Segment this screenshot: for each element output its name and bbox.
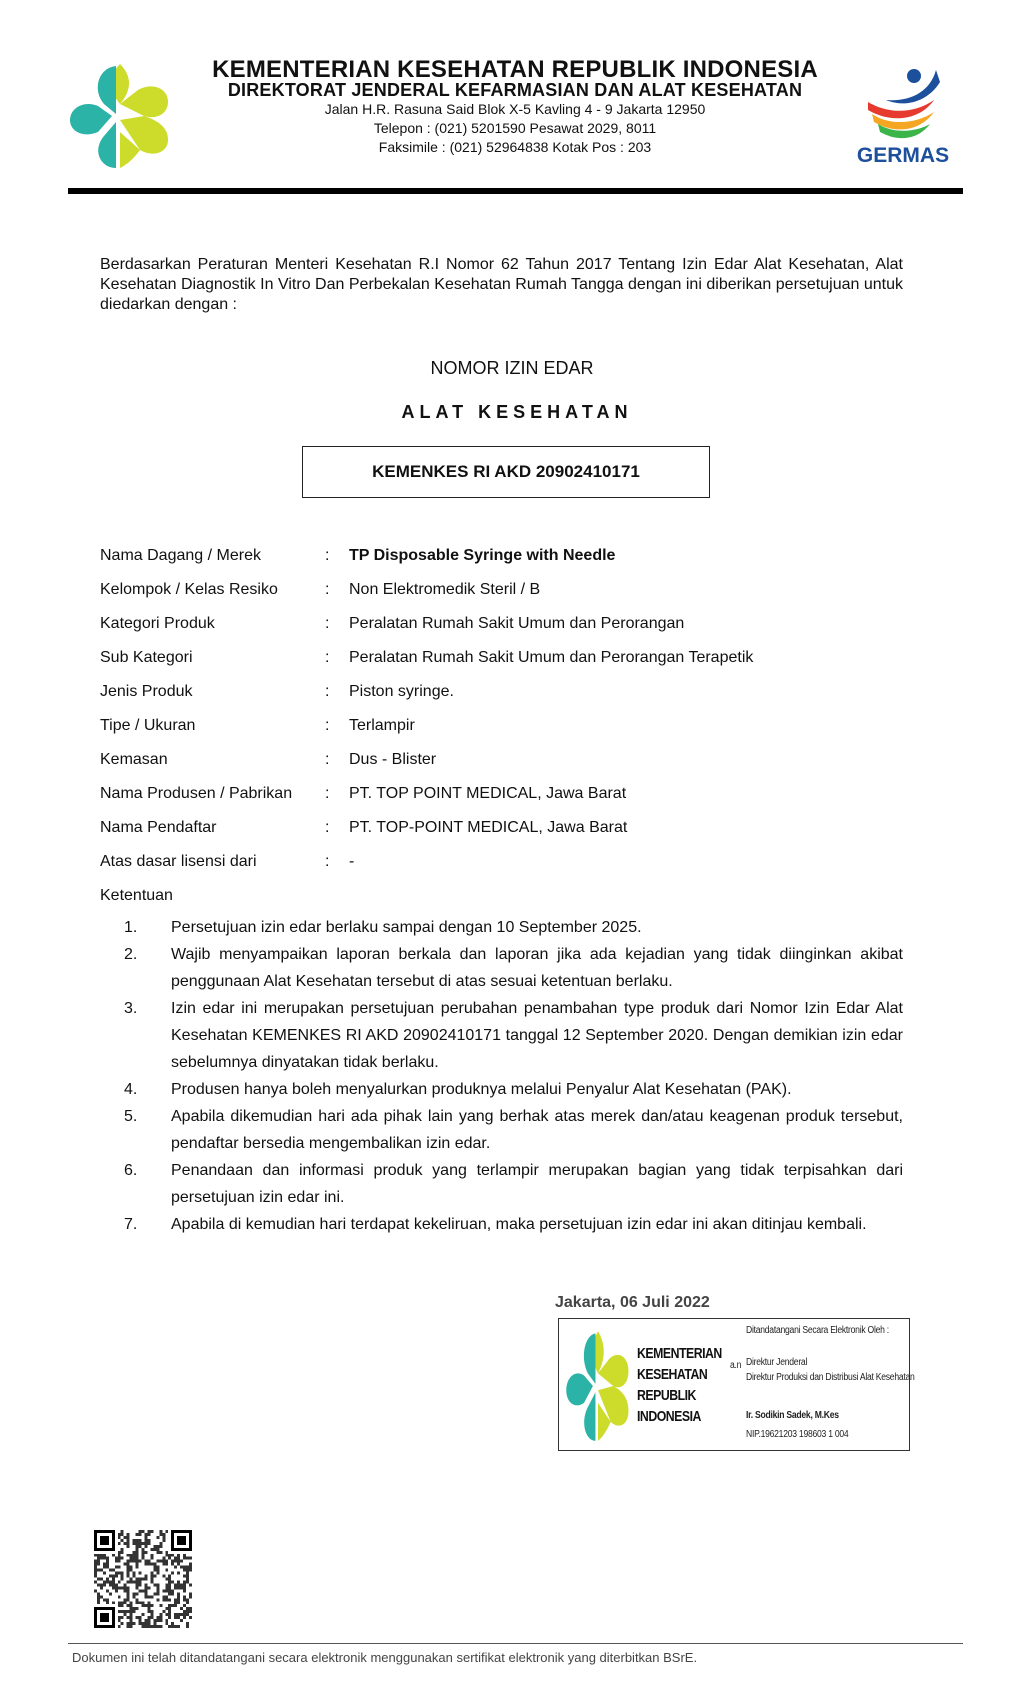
signer-name: Ir. Sodikin Sadek, M.Kes	[746, 1410, 839, 1421]
field-label: Atas dasar lisensi dari	[100, 853, 257, 870]
intro-paragraph: Berdasarkan Peraturan Menteri Kesehatan R.I Nomor 62 Tahun 2017 Tentang Izin Edar Alat Kesehatan, Alat Kesehatan Diagnostik In Vitro Dan Perbekalan Kesehatan Rumah Tangga dengan ini diberikan persetujuan untuk diedarkan dengan :	[100, 256, 903, 313]
directorate-title: DIREKTORAT JENDERAL KEFARMASIAN DAN ALAT KESEHATAN	[227, 80, 803, 100]
provision-text: Apabila dikemudian hari ada pihak lain yang berhak atas merek dan/atau keagenan produk tersebut, pendaftar bersedia mengembalikan izin edar.	[171, 1108, 903, 1152]
field-label: Sub Kategori	[100, 649, 193, 666]
phone-line: Telepon : (021) 5201590 Pesawat 2029, 8011	[373, 120, 657, 136]
registration-number-box	[302, 446, 710, 498]
electronic-signature-box	[558, 1318, 915, 1451]
provision-text: Wajib menyampaikan laporan berkala dan laporan jika ada kejadian yang tidak diinginkan akibat penggunaan Alat Kesehatan tersebut di atas sesuai ketentuan berlaku.	[171, 946, 903, 990]
field-row	[100, 751, 920, 775]
seal-organization	[637, 1343, 723, 1427]
field-row	[100, 683, 920, 707]
field-value: TP Disposable Syringe with Needle	[349, 547, 616, 564]
place-date: Jakarta, 06 Juli 2022	[555, 1294, 710, 1311]
germas-text: GERMAS	[856, 144, 950, 167]
footer-divider	[68, 1643, 963, 1644]
field-label: Kemasan	[100, 751, 168, 768]
field-value: Non Elektromedik Steril / B	[349, 581, 541, 598]
signer-nip: NIP.19621203 198603 1 004	[746, 1429, 849, 1440]
provision-text: Produsen hanya boleh menyalurkan produknya melalui Penyalur Alat Kesehatan (PAK).	[171, 1081, 792, 1098]
field-row	[100, 547, 920, 571]
seal-org-line: KEMENTERIAN	[637, 1345, 722, 1362]
field-colon: :	[325, 615, 330, 632]
signed-electronically-label: Ditandatangani Secara Elektronik Oleh :	[746, 1325, 889, 1336]
qr-code-icon	[94, 1530, 192, 1628]
address-line: Jalan H.R. Rasuna Said Blok X-5 Kavling 4 - 9 Jakarta 12950	[324, 101, 706, 117]
footer-note: Dokumen ini telah ditandatangani secara elektronik menggunakan sertifikat elektronik yang diterbitkan BSrE.	[72, 1650, 698, 1665]
ministry-title: KEMENTERIAN KESEHATAN REPUBLIK INDONESIA	[212, 56, 818, 83]
field-row	[100, 649, 920, 673]
nie-label: NOMOR IZIN EDAR	[430, 358, 594, 378]
field-colon: :	[325, 717, 330, 734]
field-value: Terlampir	[349, 717, 415, 734]
field-colon: :	[325, 547, 330, 564]
field-label: Nama Dagang / Merek	[100, 547, 261, 564]
field-value: Peralatan Rumah Sakit Umum dan Perorangan	[349, 615, 685, 632]
field-row	[100, 853, 920, 877]
field-label: Tipe / Ukuran	[100, 717, 196, 734]
field-value: -	[349, 853, 355, 870]
field-colon: :	[325, 819, 330, 836]
seal-org-line: REPUBLIK	[637, 1387, 696, 1404]
provision-number: 7.	[124, 1216, 138, 1233]
provision-number: 5.	[124, 1108, 138, 1125]
field-value: Peralatan Rumah Sakit Umum dan Perorangan Terapetik	[349, 649, 754, 666]
field-row	[100, 615, 920, 639]
header-divider	[68, 188, 963, 194]
field-colon: :	[325, 683, 330, 700]
provision-number: 6.	[124, 1162, 138, 1179]
provision-number: 1.	[124, 919, 138, 936]
germas-logo-icon	[848, 62, 958, 172]
field-colon: :	[325, 649, 330, 666]
field-label: Kelompok / Kelas Resiko	[100, 581, 278, 598]
provision-number: 4.	[124, 1081, 138, 1098]
provision-text: Persetujuan izin edar berlaku sampai dengan 10 September 2025.	[171, 919, 642, 936]
field-row	[100, 785, 920, 809]
provision-text: Apabila di kemudian hari terdapat kekeliruan, maka persetujuan izin edar ini akan ditinjau kembali.	[171, 1216, 867, 1233]
field-value: PT. TOP POINT MEDICAL, Jawa Barat	[349, 785, 627, 802]
field-value: Dus - Blister	[349, 751, 437, 768]
seal-org-line: KESEHATAN	[637, 1366, 708, 1383]
provision-text: Izin edar ini merupakan persetujuan perubahan penambahan type produk dari Nomor Izin Edar Alat Kesehatan KEMENKES RI AKD 20902410171 tanggal 12 September 2020. Dengan demikian izin edar sebelumnya dinyatakan tidak berlaku.	[171, 1000, 903, 1071]
category-label: ALAT KESEHATAN	[401, 402, 633, 422]
field-colon: :	[325, 785, 330, 802]
field-row	[100, 581, 920, 605]
registration-number: KEMENKES RI AKD 20902410171	[372, 462, 640, 481]
field-colon: :	[325, 751, 330, 768]
field-label: Kategori Produk	[100, 615, 215, 632]
field-colon: :	[325, 853, 330, 870]
field-label: Nama Pendaftar	[100, 819, 217, 836]
field-value: Piston syringe.	[349, 683, 454, 700]
provision-number: 2.	[124, 946, 138, 963]
signer-position: Direktur Produksi dan Distribusi Alat Kesehatan	[746, 1372, 915, 1383]
field-value: PT. TOP-POINT MEDICAL, Jawa Barat	[349, 819, 628, 836]
signer-title: Direktur Jenderal	[746, 1357, 808, 1368]
seal-org-line: INDONESIA	[637, 1408, 701, 1425]
kemenkes-seal-icon	[565, 1327, 631, 1445]
provisions-heading: Ketentuan	[100, 887, 173, 904]
field-row	[100, 819, 920, 843]
provision-text: Penandaan dan informasi produk yang terlampir merupakan bagian yang tidak terpisahkan dari persetujuan izin edar ini.	[171, 1162, 903, 1206]
field-row	[100, 717, 920, 741]
field-label: Nama Produsen / Pabrikan	[100, 785, 293, 802]
provision-number: 3.	[124, 1000, 138, 1017]
field-colon: :	[325, 581, 330, 598]
on-behalf-label: a.n	[730, 1360, 742, 1371]
fax-line: Faksimile : (021) 52964838 Kotak Pos : 203	[378, 139, 652, 155]
field-label: Jenis Produk	[100, 683, 193, 700]
